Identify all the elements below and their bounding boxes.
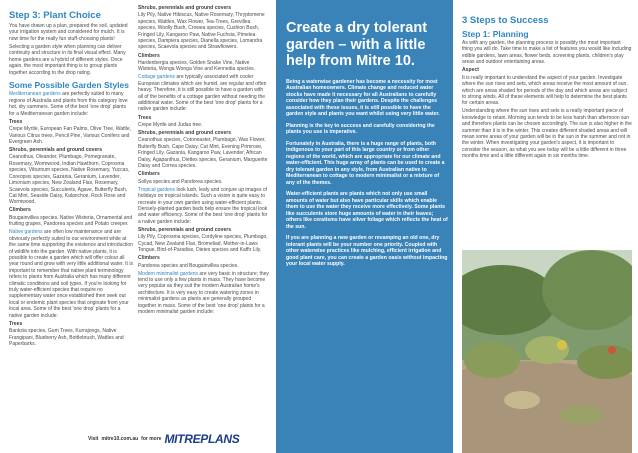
- step1-heading: Step 1: Planning: [462, 29, 529, 39]
- footer-url[interactable]: mitre10.com.au: [101, 436, 139, 442]
- native-highlight: Native gardens: [9, 229, 43, 236]
- cottage-shrubs-list: Ceanothus species, Cotoneaster, Plumbago, Wax Flower, Butterfly Bush, Cape Daisy, Cat Mint, Evening Primrose, Fringed Lily, Gazania, Kangaroo Paw, Lavender, African Daisy, Agapanthus, Diettes species, Geranium, Marguerite Daisy and Correa species.: [138, 137, 268, 170]
- tropical-climbers-label: Climbers: [138, 255, 160, 262]
- climbers-label: Climbers: [9, 207, 31, 214]
- column-plant-choice: [9, 10, 133, 453]
- panel-paragraph-1: Being a waterwise gardener has become a necessity for most Australian homeowners. Climate change and reduced water stocks have made it necessary for all Australians to carefully consider how they plan their gardens. Despite the challenges associated with these issues, it is still possible to have the garden style and plants you want whilst using very little water.: [286, 78, 440, 117]
- trees-label: Trees: [9, 118, 23, 125]
- shrubs-list: Ceanothus, Oleander, Plumbago, Pomegranate, Rosemary, Wormwood, Indian Hawthorn, Coprosma species, Viburnum species, Native Rosemary, Yuccas, Coreopsis species, Gazania, Geranium, Lavender, Limonium species, New Zealand Flax, Rosemary, Scaevola species, Succulents, Agave, Butterfly Bush, Cat Mint, Seaside Daisy, Kalanchoe, Rock Rose and Wormwood.: [9, 154, 130, 206]
- trees2-label: Trees: [9, 320, 23, 327]
- tropical-climbers-list: Pandorea species and Bougainvillea species.: [138, 262, 239, 269]
- native-shrubs-label: Shrubs, perennials and ground covers: [138, 5, 232, 11]
- native-shrubs-list: Lily Pily, Native Hibiscus, Native Rosemary, Thryptomene species, Wattles, Wax Flower, Tea-Trees, Grevillea species, Woolly Bush, Crowea species, Cushion Bush, Fringed Lily, Kangaroo Paw, Native Fuchsia, Pimelea species, Dampiera species, Dianella species, Lomandra species, Scaevola species and Strawflowers.: [138, 12, 265, 51]
- step3-title: Step 3: Plant Choice: [9, 10, 101, 21]
- steps-title: 3 Steps to Success: [462, 15, 549, 26]
- intro2-paragraph: Selecting a garden style when planning can deliver continuity and structure in its final visual effect. Many home gardens are a hybrid of different styles. Once again, the most important thing is to group plants together according to the drop rating.: [9, 43, 126, 76]
- panel-paragraph-3: Fortunately in Australia, there is a huge range of plants, both indigenous to your part of this large country or from other regions of the world, which are appropriate for our climate and water-efficient. This huge array of plants can be used to create a dry tolerant garden in any style, from Australian native to Mediterranean to cottage to modern minimalist or a mixture of any of the themes.: [286, 140, 445, 186]
- climbers-list: Bougainvillea species, Native Wisteria, Ornamental and fruiting grapes, Pandorea species and Potato creeper.: [9, 214, 133, 228]
- tropical-paragraph: [138, 187, 269, 225]
- mediterranean-paragraph: [9, 91, 133, 117]
- sun-paragraph: Understanding where the sun rises and sets is a really important piece of knowledge to retain. Morning sun tends to be less harsh than afternoon sun and therefore plants can be chosen accordingly. The sun is also higher in the summer than it is in the winter. This creates different shaded areas and will mean some areas of your garden will be in the sun in the summer and not in the winter. When investigating your garden's aspect, it is important to consider the season, as what you see today will be a little different in three months time and a little different again in six months time.: [462, 108, 632, 160]
- native-climbers-list: Hardenbergia species, Golden Snake Vine, Native Wisteria, Wonga Wonga Vine and Kennedia species.: [138, 59, 256, 73]
- mediterranean-text: are perfectly suited to many regions of Australia and plants from this category love hot, dry summers. Some of the best 'one drop' plants for a Mediterranean garden include:: [9, 91, 128, 117]
- cottage-trees-label: Trees: [138, 114, 152, 121]
- footer-visit: Visit: [88, 436, 99, 442]
- modern-highlight: Modern minimalist gardens: [138, 270, 199, 277]
- panel-paragraph-2: Planning is the key to success and carefully considering the plants you use is imperative.: [286, 122, 435, 135]
- shrubs-label: Shrubs, perennials and ground covers: [9, 147, 103, 154]
- cottage-highlight: Cottage gardens: [138, 74, 175, 81]
- modern-paragraph: [138, 271, 269, 316]
- tropical-shrubs-list: Lily Pily, Coprosma species, Cordyline species, Plumbago, Cycad, New Zealand Flax, Bromeliad, Mother-in-Laws Tongue, Bird-of-Paradise, Dietes species and Kaffir Lily.: [138, 234, 268, 254]
- panel-paragraph-5: If you are planning a new garden or revamping an old one, dry tolerant plants will be your number one priority. Coupled with other waterwise practices like mulching, efficient irrigation and good plant care, you can create a garden oasis without impacting your local water supply.: [286, 235, 448, 267]
- planning-paragraph: As with any garden, the planning process is possibly the most important thing you will do. Take time to make a list of features you would like including edible gardens, lawn areas, flower beds, screening plants, children's play areas and outdoor entertaining areas.: [462, 40, 632, 66]
- tropical-shrubs-label: Shrubs, perennials and ground covers: [138, 226, 232, 233]
- panel-paragraph-4: Water-efficient plants are plants which not only use small amounts of water but also have particular skills which enable them to use the water they receive more effectively. Some plants like succulents store huge amounts of water in their leaves; others like ceratisms have silver foliage which reflects the heat of the sun.: [286, 191, 448, 230]
- trees-list: Crepe Myrtle, European Fan Palms, Olive Tree, Wattle, Various Citrus trees, Pencil Pine, Various Conifers and Evergreen Ash.: [9, 126, 132, 145]
- intro-paragraph: You have drawn up a plan, prepared the soil, updated your irrigation system and considered for mulch. It is now time for the really fun stuff-choosing plants!: [9, 23, 128, 42]
- cottage-shrubs-label: Shrubs, perennials and ground covers: [138, 130, 232, 137]
- cottage-trees-list: Crepe Myrtle and Judas tree.: [138, 121, 203, 128]
- mediterranean-highlight: Mediterranean gardens: [9, 91, 61, 98]
- trees2-list: Banksia species, Gum Trees, Kurrajongs, Native Frangipani, Blueberry Ash, Bottlebrush, Wattles and Paperbarks.: [9, 328, 124, 347]
- garden-photo: [462, 250, 632, 453]
- native-paragraph: [9, 229, 133, 319]
- mitreplans-logo: MITREPLANS: [164, 432, 240, 446]
- cottage-paragraph: [138, 74, 269, 112]
- tropical-text: look lush, leafy and conjure up images of holidays on tropical islands. Such a vision is quite easy to recreate in your own garden using water-efficient plants. Densely-planted garden beds help ensure the tropical look and water efficiency. Some of the best 'one drop' plants for a native garden include:: [138, 186, 268, 225]
- garden-styles-heading: Some Possible Garden Styles: [9, 79, 129, 90]
- panel-title: Create a dry tolerant garden – with a little help from Mitre 10.: [286, 20, 428, 69]
- aspect-paragraph: It is really important to understand the aspect of your garden. Investigate where the sun rises and sets, which areas receive the most amount of sun, which are areas shaded for periods of the day and which areas are subject to strong winds. All of these elements will help to determine the best plants for certain areas.: [462, 74, 628, 107]
- tropical-highlight: Tropical gardens: [138, 186, 176, 193]
- footer-for-more: for more: [141, 436, 162, 442]
- modern-text: are very basic in structure; they tend to use only a few plants in mass. They have become very popular as they suit the modern Australian home's architecture. It is very easy to create watering zones in minimalist gardens as plants are generally grouped together in mass. Some of the best 'one drop' plants for a modern minimalist garden include:: [138, 270, 269, 316]
- native-text: are often low maintenance and are obviously perfectly suited to our environment while at the same time supporting the existence and introduction of wildlife into the garden. With native plants, it is possible to create a garden which will offer colour all year round and grow with very little additional water. It is important to remember that native plant terminology refers to plants from Australia which has many different climatic conditions and soil types. If you're looking for truly water-efficient species that require no supplementary water once established then seek out local or endemic plant species that originate from your local area. Some of the best 'one drop' plants for a native garden include:: [9, 229, 133, 319]
- native-climbers-label: Climbers: [138, 52, 160, 59]
- footer: [88, 432, 239, 446]
- cottage-climbers-list: Sollya species and Pandorea species.: [138, 178, 223, 185]
- aspect-label: Aspect: [462, 67, 479, 74]
- intro-blue-panel: [276, 0, 453, 453]
- cottage-text: are typically associated with cooler European climates which are humid, are regular and often heavy. Therefore, it is still possible to have a garden with all of the benefits of a cottage garden without needing the additional water. Some of the best 'one drop' plants for a native garden include:: [138, 74, 267, 113]
- cottage-climbers-label: Climbers: [138, 171, 160, 178]
- column-garden-styles: [138, 5, 269, 453]
- garden-photo-illustration: [462, 250, 632, 453]
